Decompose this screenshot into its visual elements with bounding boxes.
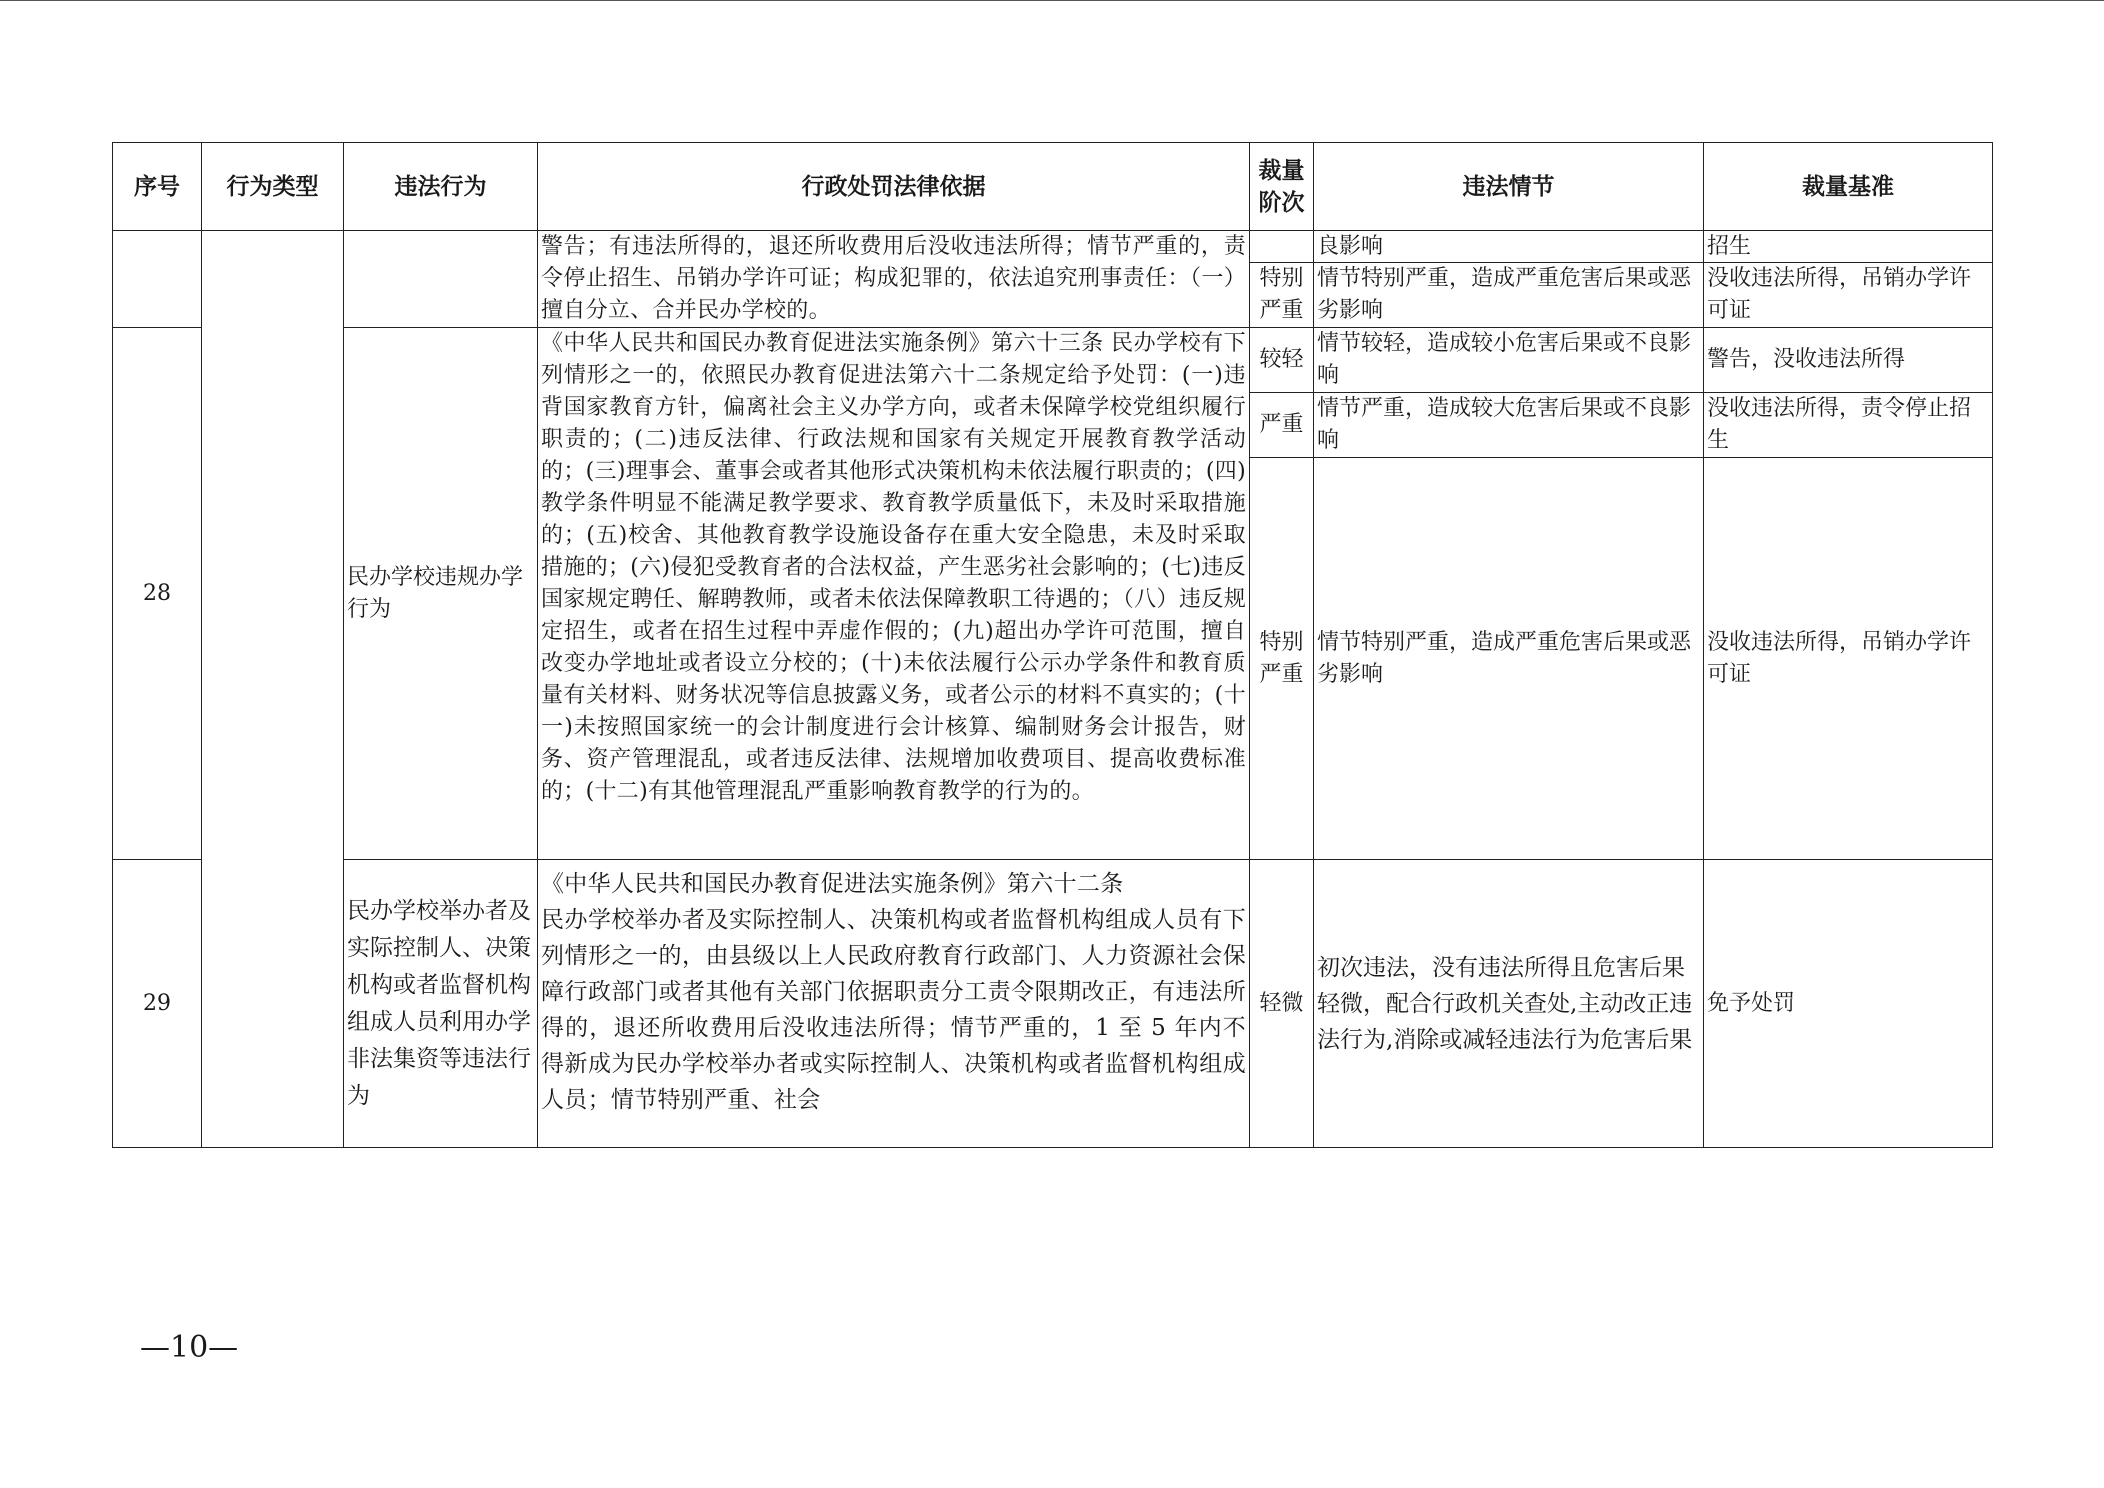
row28-circumstance-3: 情节特别严重，造成严重危害后果或恶劣影响 — [1314, 458, 1704, 860]
table-header-row — [113, 143, 1993, 231]
cont-basis-cell — [538, 231, 1250, 328]
row28-standard-2: 没收违法所得，责令停止招生 — [1704, 393, 1993, 458]
row28-standard-1: 警告，没收违法所得 — [1704, 328, 1993, 393]
cont-basis-text: 警告；有违法所得的，退还所收费用后没收违法所得；情节严重的，责令停止招生、吊销办学许可证；构成犯罪的，依法追究刑事责任：（一）擅自分立、合并民办学校的。 — [541, 234, 1246, 323]
cont-seq-cell — [113, 231, 202, 328]
cont-standard-2: 没收违法所得，吊销办学许可证 — [1704, 263, 1993, 328]
cont-level-cell-2: 特别严重 — [1250, 263, 1314, 328]
row28-standard-3: 没收违法所得，吊销办学许可证 — [1704, 458, 1993, 860]
page-number: —10— — [140, 1330, 239, 1365]
row28-circumstance-2: 情节严重，造成较大危害后果或不良影响 — [1314, 393, 1704, 458]
cont-circumstance-1: 良影响 — [1314, 231, 1704, 263]
behavior-type-cell — [202, 231, 344, 1148]
cont-circumstance-2: 情节特别严重，造成严重危害后果或恶劣影响 — [1314, 263, 1704, 328]
header-circumstance: 违法情节 — [1314, 143, 1704, 231]
row28-basis: 《中华人民共和国民办教育促进法实施条例》第六十三条 民办学校有下列情形之一的，依照民办教育促进法第六十二条规定给予处罚：(一)违背国家教育方针，偏离社会主义办学方向，或者未保障学校党组织履行职责的；(二)违反法律、行政法规和国家有关规定开展教育教学活动的；(三)理事会、董事会或者其他形式决策机构未依法履行职责的；(四)教学条件明显不能满足教学要求、教育教学质量低下，未及时采取措施的；(五)校舍、其他教育教学设施设备存在重大安全隐患，未及时采取措施的；(六)侵犯受教育者的合法权益，产生恶劣社会影响的；(七)违反国家规定聘任、解聘教师，或者未依法保障教职工待遇的；（八）违反规定招生，或者在招生过程中弄虚作假的；(九)超出办学许可范围，擅自改变办学地址或者设立分校的；(十)未依法履行公示办学条件和教育质量有关材料、财务状况等信息披露义务，或者公示的材料不真实的；(十一)未按照国家统一的会计制度进行会计核算、编制财务会计报告，财务、资产管理混乱，或者违反法律、法规增加收费项目、提高收费标准的；(十二)有其他管理混乱严重影响教育教学的行为的。 — [538, 328, 1250, 860]
header-standard: 裁量基准 — [1704, 143, 1993, 231]
header-basis: 行政处罚法律依据 — [538, 143, 1250, 231]
row28-circumstance-1: 情节较轻，造成较小危害后果或不良影响 — [1314, 328, 1704, 393]
row29-basis-text: 民办学校举办者及实际控制人、决策机构或者监督机构组成人员有下列情形之一的，由县级以上人民政府教育行政部门、人力资源社会保障行政部门或者其他有关部门依据职责分工责令限期改正，有违法所得的，退还所收费用后没收违法所得；情节严重的，1 至 5 年内不得新成为民办学校举办者或实际控制人、决策机构或者监督机构组成人员；情节特别严重、社会 — [541, 907, 1246, 1113]
row28-level-3: 特别严重 — [1250, 458, 1314, 860]
top-border-line — [0, 0, 2104, 1]
row28-level-2: 严重 — [1250, 393, 1314, 458]
row29-standard: 免予处罚 — [1704, 860, 1993, 1148]
cont-level-cell-1 — [1250, 231, 1314, 263]
header-level — [1250, 143, 1314, 231]
row29-circumstance: 初次违法，没有违法所得且危害后果轻微，配合行政机关查处,主动改正违法行为,消除或减轻违法行为危害后果 — [1314, 860, 1704, 1148]
cont-standard-1: 招生 — [1704, 231, 1993, 263]
row29-level: 轻微 — [1250, 860, 1314, 1148]
row28-seq: 28 — [113, 328, 202, 860]
cont-behavior-cell — [344, 231, 538, 328]
table-row — [113, 860, 1993, 1148]
header-type: 行为类型 — [202, 143, 344, 231]
row28-level-1: 较轻 — [1250, 328, 1314, 393]
penalty-discretion-table — [112, 142, 1993, 1148]
header-seq: 序号 — [113, 143, 202, 231]
row29-basis-title: 《中华人民共和国民办教育促进法实施条例》第六十二条 — [541, 871, 1124, 897]
table-row — [113, 231, 1993, 263]
header-behavior: 违法行为 — [344, 143, 538, 231]
table-row — [113, 328, 1993, 393]
row28-behavior: 民办学校违规办学行为 — [344, 328, 538, 860]
row29-seq: 29 — [113, 860, 202, 1148]
row29-basis-cell — [538, 860, 1250, 1148]
row29-behavior: 民办学校举办者及实际控制人、决策机构或者监督机构组成人员利用办学非法集资等违法行为 — [344, 860, 538, 1148]
header-level-text: 裁量 阶次 — [1258, 157, 1305, 216]
